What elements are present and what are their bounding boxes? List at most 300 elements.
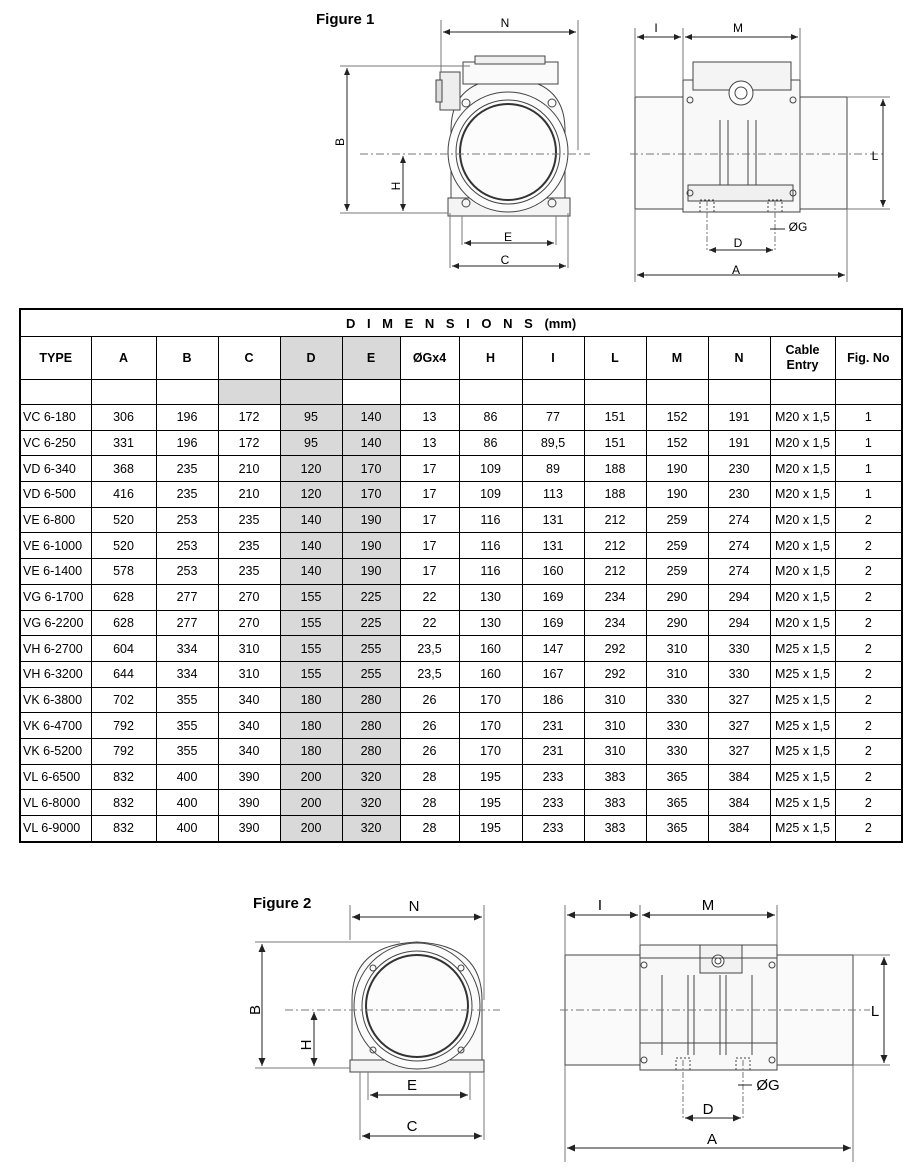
- table-cell: 628: [91, 610, 156, 636]
- type-cell: VE 6-1000: [20, 533, 91, 559]
- table-cell: 212: [584, 507, 646, 533]
- table-cell: 152: [646, 405, 708, 431]
- table-cell: 2: [835, 610, 902, 636]
- table-cell: 280: [342, 713, 400, 739]
- table-cell: 310: [584, 687, 646, 713]
- table-cell: 231: [522, 713, 584, 739]
- table-cell: M25 x 1,5: [770, 738, 835, 764]
- type-cell: VG 6-1700: [20, 584, 91, 610]
- table-cell: M25 x 1,5: [770, 764, 835, 790]
- table-cell: 1: [835, 456, 902, 482]
- table-row: [20, 456, 902, 482]
- table-cell: 1: [835, 482, 902, 508]
- fig1-label-d: D: [733, 236, 743, 250]
- table-cell: M20 x 1,5: [770, 559, 835, 585]
- table-cell: M20 x 1,5: [770, 430, 835, 456]
- table-cell: 368: [91, 456, 156, 482]
- table-cell: 310: [584, 738, 646, 764]
- table-cell: 140: [342, 405, 400, 431]
- table-cell: M25 x 1,5: [770, 790, 835, 816]
- table-cell: 131: [522, 507, 584, 533]
- table-cell: 310: [646, 636, 708, 662]
- table-cell: 116: [459, 507, 522, 533]
- type-cell: VC 6-250: [20, 430, 91, 456]
- fig1-label-b: B: [333, 137, 347, 147]
- column-header-col-3: C: [218, 337, 280, 380]
- table-cell: 520: [91, 533, 156, 559]
- table-cell: 17: [400, 559, 459, 585]
- table-cell: 23,5: [400, 636, 459, 662]
- table-cell: 2: [835, 559, 902, 585]
- fig2-label-g: ØG: [756, 1077, 780, 1094]
- table-cell: 160: [459, 636, 522, 662]
- table-row: [20, 533, 902, 559]
- table-cell: 86: [459, 405, 522, 431]
- table-row: [20, 790, 902, 816]
- table-cell: 120: [280, 482, 342, 508]
- table-cell: 155: [280, 636, 342, 662]
- table-cell: 2: [835, 661, 902, 687]
- table-cell: 147: [522, 636, 584, 662]
- fig1-label-n: N: [500, 16, 510, 30]
- table-cell: 306: [91, 405, 156, 431]
- table-cell: 170: [459, 738, 522, 764]
- table-cell: 294: [708, 610, 770, 636]
- fig1-label-h: H: [389, 181, 403, 191]
- table-cell: 400: [156, 790, 218, 816]
- table-row: [20, 584, 902, 610]
- table-cell: 190: [342, 533, 400, 559]
- table-cell: 520: [91, 507, 156, 533]
- table-row: [20, 430, 902, 456]
- table-cell: 188: [584, 456, 646, 482]
- table-cell: M20 x 1,5: [770, 584, 835, 610]
- fig1-label-i: I: [654, 21, 658, 35]
- table-cell: 131: [522, 533, 584, 559]
- type-cell: VK 6-3800: [20, 687, 91, 713]
- table-row: [20, 559, 902, 585]
- table-cell: M20 x 1,5: [770, 456, 835, 482]
- table-cell: 277: [156, 610, 218, 636]
- table-cell: M25 x 1,5: [770, 687, 835, 713]
- table-cell: M20 x 1,5: [770, 507, 835, 533]
- table-cell: 259: [646, 559, 708, 585]
- table-cell: 180: [280, 738, 342, 764]
- table-cell: 155: [280, 584, 342, 610]
- table-header-row: [20, 337, 902, 380]
- table-cell: 86: [459, 430, 522, 456]
- table-cell: M20 x 1,5: [770, 482, 835, 508]
- table-cell: 172: [218, 430, 280, 456]
- fig2-label-d: D: [702, 1101, 714, 1118]
- type-cell: VE 6-800: [20, 507, 91, 533]
- table-cell: 255: [342, 636, 400, 662]
- table-cell: 235: [218, 507, 280, 533]
- table-cell: 116: [459, 559, 522, 585]
- table-row: [20, 610, 902, 636]
- table-cell: 170: [342, 456, 400, 482]
- table-cell: 365: [646, 764, 708, 790]
- figure-2-front-view: [235, 890, 510, 1165]
- table-row: [20, 661, 902, 687]
- table-cell: 116: [459, 533, 522, 559]
- fig2-label-n: N: [408, 898, 420, 915]
- table-cell: 17: [400, 482, 459, 508]
- table-cell: 330: [646, 713, 708, 739]
- table-cell: 310: [218, 636, 280, 662]
- table-row: [20, 816, 902, 842]
- table-cell: 235: [156, 482, 218, 508]
- fig2-label-b: B: [247, 1004, 264, 1016]
- table-cell: 195: [459, 816, 522, 842]
- table-cell: 292: [584, 661, 646, 687]
- column-header-col-8: I: [522, 337, 584, 380]
- table-cell: 604: [91, 636, 156, 662]
- type-cell: VD 6-500: [20, 482, 91, 508]
- table-cell: 644: [91, 661, 156, 687]
- table-cell: 113: [522, 482, 584, 508]
- table-cell: 270: [218, 584, 280, 610]
- table-cell: 235: [218, 559, 280, 585]
- fig1-label-m: M: [733, 21, 743, 35]
- type-cell: VE 6-1400: [20, 559, 91, 585]
- table-cell: 832: [91, 816, 156, 842]
- type-cell: VL 6-8000: [20, 790, 91, 816]
- table-cell: 210: [218, 456, 280, 482]
- table-cell: 259: [646, 533, 708, 559]
- table-cell: 292: [584, 636, 646, 662]
- table-cell: 130: [459, 584, 522, 610]
- table-cell: 180: [280, 713, 342, 739]
- type-cell: VH 6-3200: [20, 661, 91, 687]
- table-cell: 235: [218, 533, 280, 559]
- table-cell: 2: [835, 584, 902, 610]
- table-cell: 196: [156, 405, 218, 431]
- table-cell: 89: [522, 456, 584, 482]
- fig1-label-a: A: [731, 263, 741, 277]
- table-cell: 383: [584, 790, 646, 816]
- fig1-label-c: C: [500, 253, 510, 267]
- table-cell: 2: [835, 507, 902, 533]
- table-cell: 2: [835, 816, 902, 842]
- table-cell: 390: [218, 764, 280, 790]
- table-cell: 17: [400, 507, 459, 533]
- table-cell: 416: [91, 482, 156, 508]
- table-cell: 169: [522, 610, 584, 636]
- table-cell: 89,5: [522, 430, 584, 456]
- table-spacer-row: [20, 380, 902, 405]
- table-cell: 140: [280, 559, 342, 585]
- table-cell: 2: [835, 713, 902, 739]
- table-unit: (mm): [544, 315, 577, 331]
- table-cell: 212: [584, 559, 646, 585]
- table-cell: 294: [708, 584, 770, 610]
- table-cell: 390: [218, 816, 280, 842]
- fig2-label-h: H: [298, 1039, 315, 1051]
- table-cell: 1: [835, 405, 902, 431]
- table-cell: 195: [459, 790, 522, 816]
- table-cell: 190: [646, 456, 708, 482]
- table-cell: 320: [342, 816, 400, 842]
- table-cell: 390: [218, 790, 280, 816]
- table-cell: M25 x 1,5: [770, 816, 835, 842]
- table-cell: 200: [280, 816, 342, 842]
- table-cell: 340: [218, 687, 280, 713]
- figure-1-side-view: [625, 15, 895, 285]
- table-cell: 277: [156, 584, 218, 610]
- column-header-col-4: D: [280, 337, 342, 380]
- table-cell: 172: [218, 405, 280, 431]
- column-header-col-13: Fig. No: [835, 337, 902, 380]
- table-cell: 280: [342, 738, 400, 764]
- table-cell: 28: [400, 764, 459, 790]
- table-cell: 109: [459, 456, 522, 482]
- table-cell: 310: [584, 713, 646, 739]
- column-header-col-6: ØGx4: [400, 337, 459, 380]
- table-cell: 200: [280, 764, 342, 790]
- table-cell: 95: [280, 405, 342, 431]
- table-cell: 234: [584, 584, 646, 610]
- table-cell: 259: [646, 507, 708, 533]
- table-cell: 190: [342, 559, 400, 585]
- column-header-col-10: M: [646, 337, 708, 380]
- table-cell: 320: [342, 764, 400, 790]
- table-row: [20, 713, 902, 739]
- table-cell: 274: [708, 533, 770, 559]
- table-cell: 200: [280, 790, 342, 816]
- table-cell: 225: [342, 610, 400, 636]
- table-cell: 384: [708, 764, 770, 790]
- table-cell: 235: [156, 456, 218, 482]
- table-cell: 334: [156, 636, 218, 662]
- table-cell: 155: [280, 661, 342, 687]
- table-cell: 17: [400, 533, 459, 559]
- table-cell: 195: [459, 764, 522, 790]
- table-cell: 160: [459, 661, 522, 687]
- table-cell: 792: [91, 738, 156, 764]
- table-cell: 170: [459, 713, 522, 739]
- table-cell: 13: [400, 405, 459, 431]
- table-cell: 233: [522, 764, 584, 790]
- table-cell: 2: [835, 764, 902, 790]
- table-cell: M20 x 1,5: [770, 610, 835, 636]
- fig1-label-e: E: [503, 230, 513, 244]
- table-title-text: D I M E N S I O N S: [345, 315, 537, 331]
- figure-2-title: Figure 2: [253, 895, 312, 912]
- table-cell: 274: [708, 507, 770, 533]
- type-cell: VL 6-6500: [20, 764, 91, 790]
- table-cell: 327: [708, 738, 770, 764]
- table-cell: 77: [522, 405, 584, 431]
- table-cell: 231: [522, 738, 584, 764]
- table-cell: 270: [218, 610, 280, 636]
- column-header-col-9: L: [584, 337, 646, 380]
- table-row: [20, 636, 902, 662]
- figure-1-title: Figure 1: [316, 11, 375, 28]
- table-cell: 1: [835, 430, 902, 456]
- table-cell: 330: [646, 738, 708, 764]
- figure-1-front-view: [320, 10, 590, 290]
- table-cell: 140: [280, 533, 342, 559]
- table-cell: M25 x 1,5: [770, 713, 835, 739]
- table-cell: 155: [280, 610, 342, 636]
- table-cell: 327: [708, 687, 770, 713]
- fig1-label-g: ØG: [788, 220, 808, 234]
- table-cell: 330: [708, 661, 770, 687]
- table-cell: 702: [91, 687, 156, 713]
- table-cell: 140: [342, 430, 400, 456]
- fig2-label-e: E: [406, 1077, 418, 1094]
- table-cell: 384: [708, 816, 770, 842]
- table-cell: 169: [522, 584, 584, 610]
- table-cell: 170: [342, 482, 400, 508]
- table-cell: 190: [342, 507, 400, 533]
- table-row: [20, 738, 902, 764]
- table-cell: 384: [708, 790, 770, 816]
- table-cell: 792: [91, 713, 156, 739]
- table-cell: 22: [400, 610, 459, 636]
- type-cell: VH 6-2700: [20, 636, 91, 662]
- table-cell: 152: [646, 430, 708, 456]
- table-cell: 17: [400, 456, 459, 482]
- table-cell: 355: [156, 738, 218, 764]
- table-cell: 355: [156, 713, 218, 739]
- table-cell: 26: [400, 687, 459, 713]
- fig2-label-m: M: [701, 897, 715, 914]
- table-cell: 196: [156, 430, 218, 456]
- table-cell: 95: [280, 430, 342, 456]
- table-cell: 28: [400, 790, 459, 816]
- table-cell: 832: [91, 790, 156, 816]
- table-cell: 167: [522, 661, 584, 687]
- table-cell: 832: [91, 764, 156, 790]
- column-header-col-11: N: [708, 337, 770, 380]
- type-cell: VL 6-9000: [20, 816, 91, 842]
- table-cell: 188: [584, 482, 646, 508]
- table-cell: 26: [400, 713, 459, 739]
- table-cell: 130: [459, 610, 522, 636]
- table-cell: 290: [646, 584, 708, 610]
- fig2-label-i: I: [597, 897, 603, 914]
- table-row: [20, 482, 902, 508]
- table-cell: 310: [218, 661, 280, 687]
- table-cell: 330: [708, 636, 770, 662]
- table-cell: 151: [584, 430, 646, 456]
- table-cell: M20 x 1,5: [770, 533, 835, 559]
- figure-2-side-view: [555, 890, 895, 1165]
- table-cell: 2: [835, 687, 902, 713]
- table-cell: 253: [156, 559, 218, 585]
- table-cell: 355: [156, 687, 218, 713]
- fig2-label-l: L: [870, 1003, 880, 1020]
- table-cell: 2: [835, 738, 902, 764]
- type-cell: VK 6-5200: [20, 738, 91, 764]
- table-cell: 230: [708, 456, 770, 482]
- table-cell: 383: [584, 764, 646, 790]
- table-cell: 212: [584, 533, 646, 559]
- table-cell: M20 x 1,5: [770, 405, 835, 431]
- table-cell: 330: [646, 687, 708, 713]
- table-cell: 233: [522, 816, 584, 842]
- table-cell: 190: [646, 482, 708, 508]
- table-row: [20, 764, 902, 790]
- table-cell: M25 x 1,5: [770, 636, 835, 662]
- table-cell: 253: [156, 533, 218, 559]
- type-cell: VK 6-4700: [20, 713, 91, 739]
- table-cell: 331: [91, 430, 156, 456]
- column-header-col-2: B: [156, 337, 218, 380]
- column-header-col-12: Cable Entry: [770, 337, 835, 380]
- table-cell: 22: [400, 584, 459, 610]
- table-cell: 383: [584, 816, 646, 842]
- column-header-col-1: A: [91, 337, 156, 380]
- table-cell: 2: [835, 790, 902, 816]
- column-header-type: TYPE: [20, 337, 91, 380]
- table-cell: 28: [400, 816, 459, 842]
- dimensions-table: [19, 308, 903, 843]
- table-cell: 365: [646, 790, 708, 816]
- table-cell: 2: [835, 533, 902, 559]
- table-cell: 23,5: [400, 661, 459, 687]
- table-cell: 274: [708, 559, 770, 585]
- column-header-col-7: H: [459, 337, 522, 380]
- table-cell: 234: [584, 610, 646, 636]
- table-cell: 2: [835, 636, 902, 662]
- column-header-col-5: E: [342, 337, 400, 380]
- table-cell: 210: [218, 482, 280, 508]
- table-cell: 26: [400, 738, 459, 764]
- table-cell: 310: [646, 661, 708, 687]
- fig1-label-l: L: [871, 149, 879, 163]
- table-cell: 253: [156, 507, 218, 533]
- table-cell: 13: [400, 430, 459, 456]
- table-cell: 340: [218, 738, 280, 764]
- table-cell: 160: [522, 559, 584, 585]
- table-cell: 151: [584, 405, 646, 431]
- type-cell: VD 6-340: [20, 456, 91, 482]
- table-cell: 320: [342, 790, 400, 816]
- table-cell: 233: [522, 790, 584, 816]
- table-cell: 290: [646, 610, 708, 636]
- table-cell: 191: [708, 430, 770, 456]
- table-cell: 400: [156, 816, 218, 842]
- table-title: [20, 309, 902, 337]
- type-cell: VC 6-180: [20, 405, 91, 431]
- table-cell: 120: [280, 456, 342, 482]
- type-cell: VG 6-2200: [20, 610, 91, 636]
- table-cell: 340: [218, 713, 280, 739]
- table-cell: 170: [459, 687, 522, 713]
- table-cell: 334: [156, 661, 218, 687]
- table-cell: 230: [708, 482, 770, 508]
- table-row: [20, 687, 902, 713]
- table-cell: 140: [280, 507, 342, 533]
- table-row: [20, 405, 902, 431]
- table-cell: 365: [646, 816, 708, 842]
- table-cell: 186: [522, 687, 584, 713]
- table-cell: 180: [280, 687, 342, 713]
- table-cell: 191: [708, 405, 770, 431]
- table-cell: 225: [342, 584, 400, 610]
- table-cell: 280: [342, 687, 400, 713]
- table-cell: 628: [91, 584, 156, 610]
- table-row: [20, 507, 902, 533]
- fig2-label-c: C: [406, 1118, 418, 1135]
- table-cell: 109: [459, 482, 522, 508]
- table-cell: 400: [156, 764, 218, 790]
- table-cell: 578: [91, 559, 156, 585]
- table-cell: 327: [708, 713, 770, 739]
